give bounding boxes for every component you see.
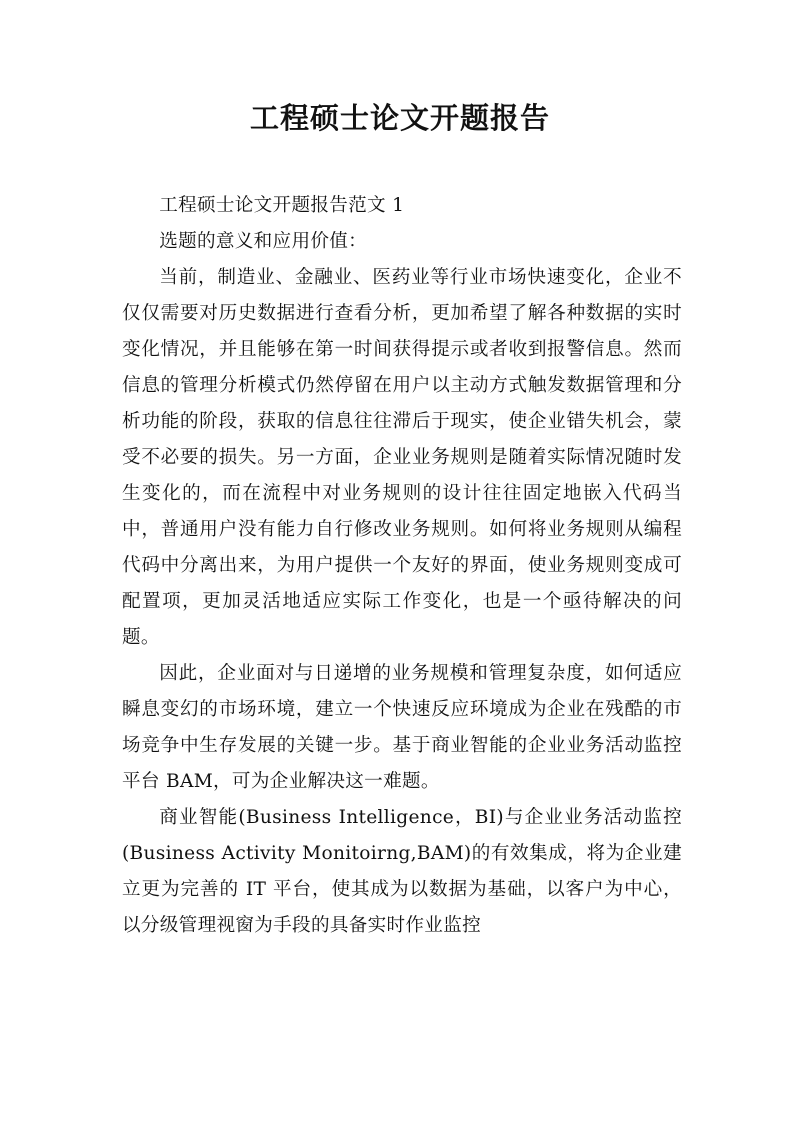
document-title: 工程硕士论文开题报告 [249, 101, 550, 135]
body-paragraph: 商业智能(Business Intelligence，BI)与企业业务活动监控(Business Activity Monitoirng,BAM)的有效集成，将为企业建立更为完善的 IT 平台，使其成为以数据为基础，以客户为中心，以分级管理视窗为手段的具备实时作业监控 [122, 807, 682, 936]
document-body [122, 188, 682, 944]
subheading: 选题的意义和应用价值： [159, 231, 368, 252]
body-paragraph: 当前，制造业、金融业、医药业等行业市场快速变化，企业不仅仅需要对历史数据进行查看分析，更加希望了解各种数据的实时变化情况，并且能够在第一时间获得提示或者收到报警信息。然而信息的管理分析模式仍然停留在用户以主动方式触发数据管理和分析功能的阶段，获取的信息往往滞后于现实，使企业错失机会，蒙受不必要的损失。另一方面，企业业务规则是随着实际情况随时发生变化的，而在流程中对业务规则的设计往往固定地嵌入代码当中，普通用户没有能力自行修改业务规则。如何将业务规则从编程代码中分离出来，为用户提供一个友好的界面，使业务规则变成可配置项，更加灵活地适应实际工作变化，也是一个亟待解决的问题。 [122, 267, 682, 648]
body-paragraph: 因此，企业面对与日递增的业务规模和管理复杂度，如何适应瞬息变幻的市场环境，建立一个快速反应环境成为企业在残酷的市场竞争中生存发展的关键一步。基于商业智能的企业业务活动监控平台 BAM，可为企业解决这一难题。 [122, 663, 682, 792]
section-heading: 工程硕士论文开题报告范文 1 [159, 195, 405, 216]
